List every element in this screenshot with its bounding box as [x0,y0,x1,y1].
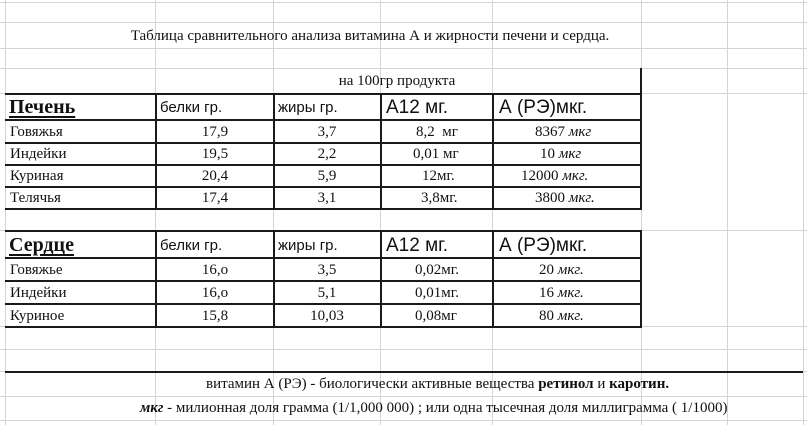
liver-header-a12: А12 мг. [386,97,449,118]
heart-row-a-re: 80 мкг. [539,308,584,324]
heart-row-protein: 15,8 [201,308,229,324]
heart-header-a12: А12 мг. [386,235,449,256]
heart-row-a12: 0,08мг [415,308,457,324]
liver-row-a12: 12мг. [422,168,455,184]
liver-header-a-re: А (РЭ)мкг. [499,97,588,118]
heart-row-name: Куриное [10,308,65,324]
heart-header-a-re: А (РЭ)мкг. [499,235,588,256]
liver-row-protein: 17,9 [201,124,229,140]
liver-header-protein: белки гр. [160,99,223,116]
liver-row-a-re: 8367 мкг [535,124,592,140]
liver-row-a-re: 10 мкг [540,146,582,162]
heart-row-name: Говяжье [10,262,63,278]
heart-header-protein: белки гр. [160,237,223,254]
vitamin-note: витамин А (РЭ) - биологически активные вещества ретинол и каротин. [206,376,670,392]
heart-section-title: Сердце [9,234,74,256]
heart-row-a12: 0,01мг. [415,285,459,301]
heart-row-fat: 5,1 [317,285,337,301]
heart-row-fat: 3,5 [317,262,337,278]
subtitle: на 100гр продукта [338,73,456,89]
heart-row-a-re: 16 мкг. [539,285,584,301]
liver-row-name: Телячья [10,190,61,206]
liver-row-protein: 20,4 [201,168,229,184]
heart-row-protein: 16,о [201,262,229,278]
liver-row-protein: 17,4 [201,190,229,206]
liver-row-name: Куриная [10,168,64,184]
liver-row-fat: 5,9 [317,168,337,184]
unit-definition-note: мкг - милионная доля грамма (1/1,000 000) ; или одна тысечная доля миллиграмма ( 1/1000) [140,400,728,416]
liver-row-fat: 2,2 [317,146,337,162]
heart-row-protein: 16,о [201,285,229,301]
page-title: Таблица сравнительного анализа витамина А и жирности печени и сердца. [130,28,610,44]
liver-row-a-re: 3800 мкг. [535,190,595,206]
heart-row-a-re: 20 мкг. [539,262,584,278]
liver-row-fat: 3,7 [317,124,337,140]
heart-row-fat: 10,03 [310,308,344,324]
liver-row-a12: 8,2 мг [416,124,458,140]
liver-row-protein: 19,5 [201,146,229,162]
liver-row-name: Говяжья [10,124,63,140]
liver-section-title: Печень [9,96,76,118]
heart-row-a12: 0,02мг. [415,262,459,278]
liver-row-a12: 3,8мг. [421,190,458,206]
liver-row-fat: 3,1 [317,190,337,206]
liver-row-a-re: 12000 мкг. [521,168,589,184]
liver-row-name: Индейки [10,146,67,162]
liver-row-a12: 0,01 мг [413,146,459,162]
heart-row-name: Индейки [10,285,67,301]
liver-header-fat: жиры гр. [278,99,338,116]
heart-header-fat: жиры гр. [278,237,338,254]
